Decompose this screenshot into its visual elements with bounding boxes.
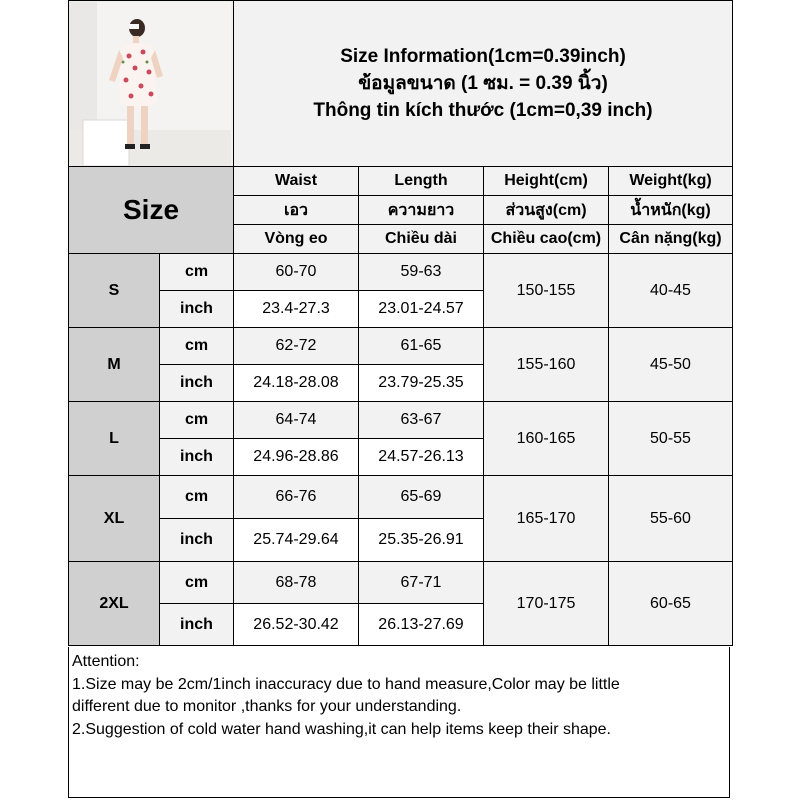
- table-row: [69, 476, 733, 519]
- col-waist-en: Waist: [234, 167, 359, 196]
- col-weight-vi: Cân nặng(kg): [609, 225, 733, 254]
- col-height-th: ส่วนสูง(cm): [484, 196, 609, 225]
- size-header: Size: [69, 167, 234, 254]
- unit-inch: inch: [160, 604, 234, 646]
- length-inch-value: 24.57-26.13: [359, 439, 484, 476]
- table-row: [69, 562, 733, 604]
- waist-inch-value: 23.4-27.3: [234, 291, 359, 328]
- table-row: [69, 328, 733, 365]
- unit-cm: cm: [160, 402, 234, 439]
- unit-cm: cm: [160, 476, 234, 519]
- size-m-label: M: [69, 328, 160, 402]
- height-value: 150-155: [484, 254, 609, 328]
- waist-inch-value: 26.52-30.42: [234, 604, 359, 646]
- unit-cm: cm: [160, 562, 234, 604]
- table-row: [69, 402, 733, 439]
- size-s-label: S: [69, 254, 160, 328]
- unit-inch: inch: [160, 519, 234, 562]
- col-length-en: Length: [359, 167, 484, 196]
- weight-value: 45-50: [609, 328, 733, 402]
- length-cm-value: 59-63: [359, 254, 484, 291]
- height-value: 155-160: [484, 328, 609, 402]
- size-table: [68, 0, 733, 646]
- unit-inch: inch: [160, 439, 234, 476]
- col-height-vi: Chiều cao(cm): [484, 225, 609, 254]
- unit-cm: cm: [160, 328, 234, 365]
- title-thai: ข้อมูลขนาด (1 ซม. = 0.39 นิ้ว): [358, 73, 608, 94]
- size-l-label: L: [69, 402, 160, 476]
- waist-inch-value: 24.18-28.08: [234, 365, 359, 402]
- length-cm-value: 63-67: [359, 402, 484, 439]
- unit-inch: inch: [160, 365, 234, 402]
- weight-value: 50-55: [609, 402, 733, 476]
- attention-line-1: 1.Size may be 2cm/1inch inaccuracy due to hand measure,Color may be little: [72, 675, 620, 693]
- waist-cm-value: 62-72: [234, 328, 359, 365]
- size-xl-label: XL: [69, 476, 160, 562]
- height-value: 165-170: [484, 476, 609, 562]
- col-weight-th: น้ำหนัก(kg): [609, 196, 733, 225]
- product-photo: [69, 1, 234, 167]
- waist-cm-value: 60-70: [234, 254, 359, 291]
- size-chart: [68, 0, 732, 800]
- length-inch-value: 23.79-25.35: [359, 365, 484, 402]
- attention-notes: [68, 647, 730, 798]
- attention-line-3: 2.Suggestion of cold water hand washing,it can help items keep their shape.: [72, 720, 611, 738]
- table-row: [69, 254, 733, 291]
- length-inch-value: 26.13-27.69: [359, 604, 484, 646]
- length-inch-value: 25.35-26.91: [359, 519, 484, 562]
- waist-inch-value: 25.74-29.64: [234, 519, 359, 562]
- waist-cm-value: 66-76: [234, 476, 359, 519]
- col-waist-vi: Vòng eo: [234, 225, 359, 254]
- title-block: [234, 1, 733, 167]
- col-length-vi: Chiều dài: [359, 225, 484, 254]
- length-cm-value: 67-71: [359, 562, 484, 604]
- length-cm-value: 61-65: [359, 328, 484, 365]
- title-vietnamese: Thông tin kích thước (1cm=0,39 inch): [313, 100, 653, 121]
- weight-value: 40-45: [609, 254, 733, 328]
- attention-line-2: different due to monitor ,thanks for your understanding.: [72, 698, 462, 715]
- unit-cm: cm: [160, 254, 234, 291]
- col-length-th: ความยาว: [359, 196, 484, 225]
- model-photo-icon: [69, 2, 231, 166]
- waist-cm-value: 68-78: [234, 562, 359, 604]
- weight-value: 55-60: [609, 476, 733, 562]
- size-2xl-label: 2XL: [69, 562, 160, 646]
- length-inch-value: 23.01-24.57: [359, 291, 484, 328]
- height-value: 170-175: [484, 562, 609, 646]
- unit-inch: inch: [160, 291, 234, 328]
- title-english: Size Information(1cm=0.39inch): [340, 46, 626, 67]
- col-waist-th: เอว: [234, 196, 359, 225]
- col-height-en: Height(cm): [484, 167, 609, 196]
- length-cm-value: 65-69: [359, 476, 484, 519]
- waist-inch-value: 24.96-28.86: [234, 439, 359, 476]
- height-value: 160-165: [484, 402, 609, 476]
- attention-heading: Attention:: [72, 653, 140, 670]
- waist-cm-value: 64-74: [234, 402, 359, 439]
- weight-value: 60-65: [609, 562, 733, 646]
- col-weight-en: Weight(kg): [609, 167, 733, 196]
